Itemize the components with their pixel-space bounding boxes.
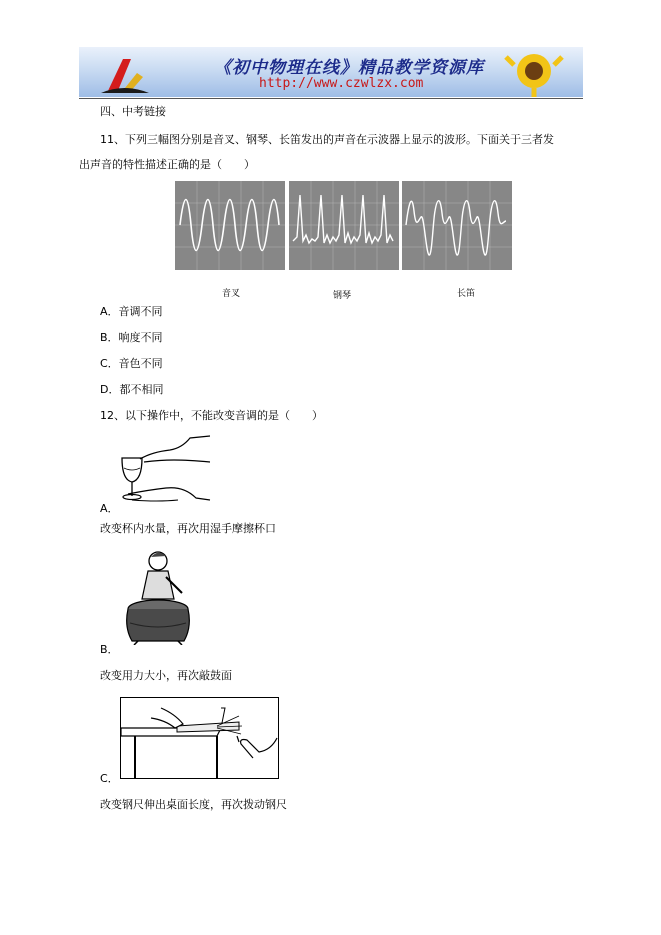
- q12-option-a-letter: A．: [100, 502, 119, 515]
- q11-stem-line1: 11、下列三幅图分别是音叉、钢琴、长笛发出的声音在示波器上显示的波形。下面关于三者发: [100, 133, 554, 146]
- banner-title: 《初中物理在线》精品教学资源库: [214, 58, 484, 78]
- q11-stem-line2: 出声音的特性描述正确的是（ ）: [79, 158, 255, 171]
- label-tuning-fork: 音叉: [222, 289, 241, 299]
- sunflower-icon: [506, 54, 562, 97]
- q12-option-a-text: 改变杯内水量，再次用湿手摩擦杯口: [100, 522, 276, 535]
- oscilloscope-tuning-fork: [175, 181, 285, 270]
- waveform-piano: [293, 195, 393, 243]
- q12-stem: 12、以下操作中，不能改变音调的是（ ）: [100, 409, 323, 422]
- label-piano: 钢琴: [333, 291, 352, 301]
- q12-option-b-letter: B．: [100, 643, 119, 656]
- oscilloscope-piano: [289, 181, 399, 270]
- q11-option-d: D．都不相同: [100, 383, 164, 396]
- banner-url: http://www.czwlzx.com: [259, 76, 424, 91]
- q12-option-b-text: 改变用力大小，再次敲鼓面: [100, 669, 232, 682]
- q12-option-c-letter: C．: [100, 772, 119, 785]
- q12-option-c-text: 改变钢尺伸出桌面长度，再次拨动钢尺: [100, 798, 287, 811]
- drum-figure: [118, 547, 198, 645]
- header-rule: [79, 98, 583, 99]
- section-heading: 四、中考链接: [100, 105, 166, 118]
- wine-glass-figure: [118, 428, 213, 504]
- logo-icon: [101, 59, 149, 93]
- q11-option-a: A．音调不同: [100, 305, 163, 318]
- label-flute: 长笛: [457, 289, 476, 299]
- oscilloscope-flute: [402, 181, 512, 270]
- q11-option-c: C．音色不同: [100, 357, 163, 370]
- q11-option-b: B．响度不同: [100, 331, 163, 344]
- header-banner: [79, 47, 583, 97]
- ruler-table-figure: [120, 697, 279, 779]
